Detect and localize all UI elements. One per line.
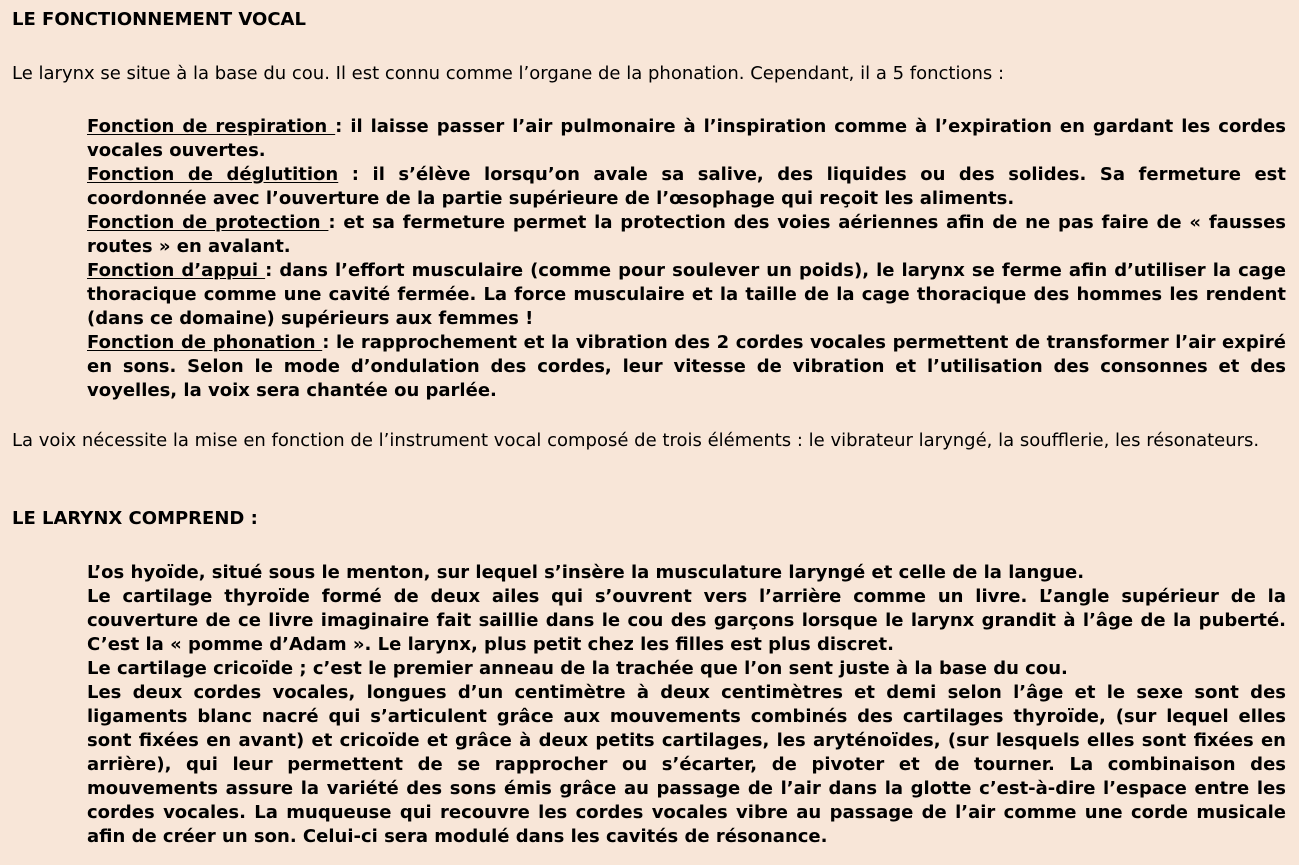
section-title-larynx: LE LARYNX COMPREND : (12, 508, 258, 529)
list-item (87, 163, 1286, 211)
list-item (87, 259, 1286, 331)
function-term-phonation: Fonction de phonation (87, 332, 323, 353)
section-title-fonctionnement: LE FONCTIONNEMENT VOCAL (12, 9, 306, 30)
function-text: : il s’élève lorsqu’on avale sa salive, des liquides ou des solides. Sa fermeture est coordonnée avec l’ouverture de la partie supérieure de l’œsophage qui reçoit les aliments. (87, 164, 1286, 209)
function-text: : le rapprochement et la vibration des 2 cordes vocales permettent de transformer l’air expiré en sons. Selon le mode d’ondulation des cordes, leur vitesse de vibration et l’utilisation des consonnes et des voyelles, la voix sera chantée ou parlée. (87, 332, 1287, 401)
list-item: L’os hyoïde, situé sous le menton, sur lequel s’insère la musculature laryngé et celle de la langue. (87, 562, 1085, 583)
larynx-parts-list (87, 561, 1286, 849)
function-term-deglutition: Fonction de déglutition (87, 164, 339, 185)
list-item: Le cartilage cricoïde ; c’est le premier anneau de la trachée que l’on sent juste à la base du cou. (87, 658, 1068, 679)
function-text: : il laisse passer l’air pulmonaire à l’inspiration comme à l’expiration en gardant les cordes vocales ouvertes. (87, 116, 1286, 161)
list-item: Le cartilage thyroïde formé de deux ailes qui s’ouvrent vers l’arrière comme un livre. L’angle supérieur de la couverture de ce livre imaginaire fait saillie dans le cou des garçons lorsque le larynx grandit à l’âge de la puberté. C’est la « pomme d’Adam ». Le larynx, plus petit chez les filles est plus discret. (87, 586, 1286, 655)
list-item (87, 115, 1286, 163)
function-term-appui: Fonction d’appui (87, 260, 266, 281)
function-text: : dans l’effort musculaire (comme pour soulever un poids), le larynx se ferme afin d’utiliser la cage thoracique comme une cavité fermée. La force musculaire et la taille de la cage thoracique des hommes les rendent (dans ce domaine) supérieurs aux femmes ! (87, 260, 1286, 329)
list-item: Les deux cordes vocales, longues d’un centimètre à deux centimètres et demi selon l’âge et le sexe sont des ligaments blanc nacré qui s’articulent grâce aux mouvements combinés des cartilages thyroïde, (sur lequel elles sont fixées en avant) et cricoïde et grâce à deux petits cartilages, les aryténoïdes, (sur lesquels elles sont fixées en arrière), qui leur permettent de se rapprocher ou s’écarter, de pivoter et de tourner. La combinaison des mouvements assure la variété des sons émis grâce au passage de l’air dans la glotte c’est-à-dire l’espace entre les cordes vocales. La muqueuse qui recouvre les cordes vocales vibre au passage de l’air comme une corde musicale afin de créer un son. Celui-ci sera modulé dans les cavités de résonance. (87, 682, 1286, 847)
function-text: : et sa fermeture permet la protection des voies aériennes afin de ne pas faire de « fausses routes » en avalant. (87, 212, 1286, 257)
intro-paragraph: Le larynx se situe à la base du cou. Il est connu comme l’organe de la phonation. Cependant, il a 5 fonctions : (12, 63, 1005, 84)
list-item (87, 331, 1286, 403)
function-term-protection: Fonction de protection (87, 212, 329, 233)
functions-list (87, 115, 1286, 403)
outro-paragraph: La voix nécessite la mise en fonction de l’instrument vocal composé de trois éléments : le vibrateur laryngé, la soufflerie, les résonateurs. (12, 430, 1260, 451)
function-term-respiration: Fonction de respiration (87, 116, 336, 137)
list-item (87, 211, 1286, 259)
